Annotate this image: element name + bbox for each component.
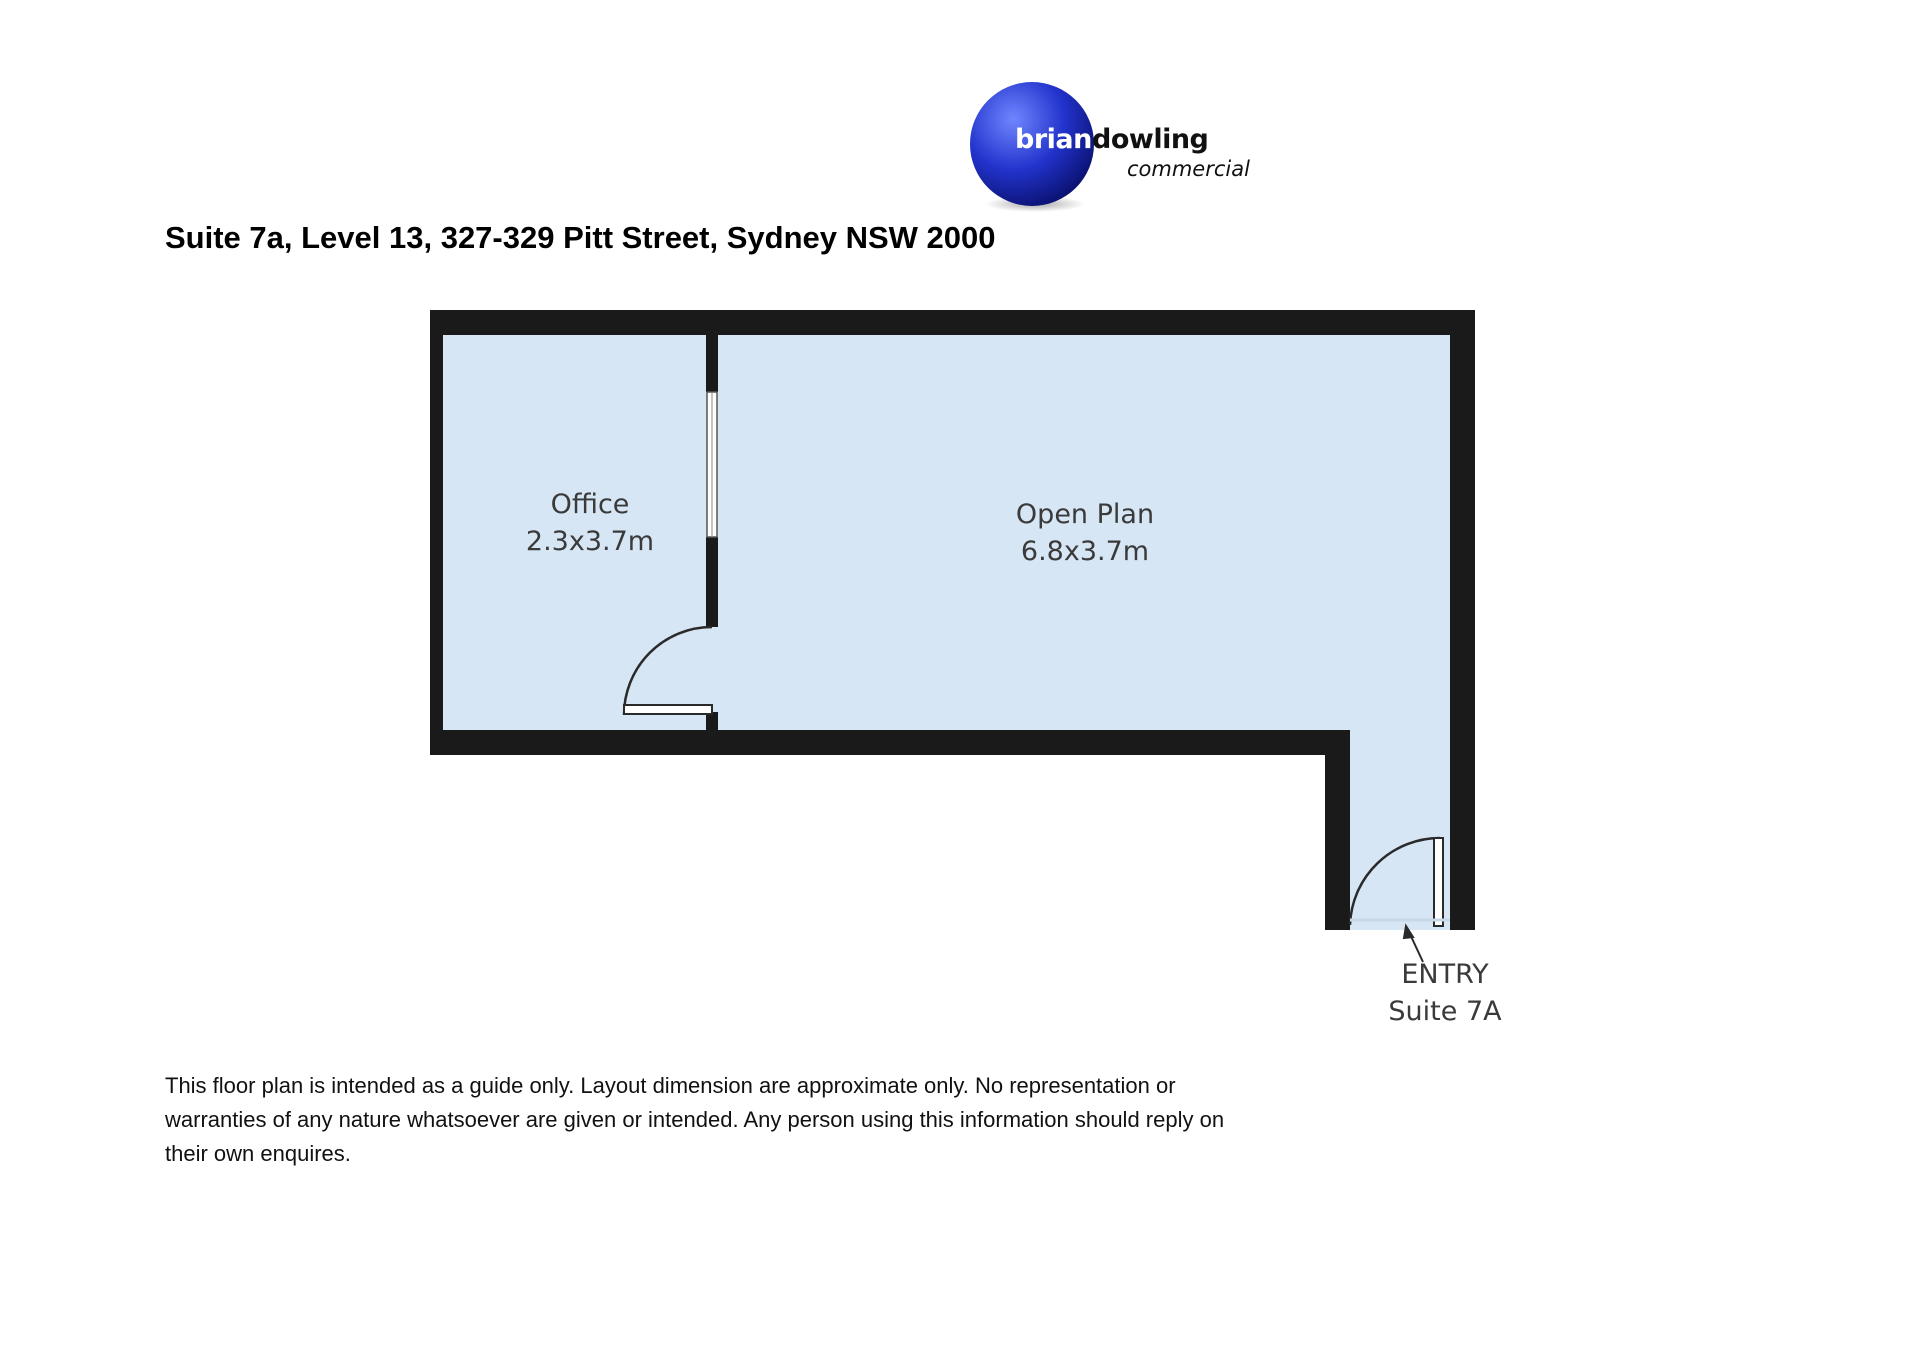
wall-bottom: [430, 730, 1350, 755]
room-dimensions: 6.8x3.7m: [1020, 536, 1150, 567]
logo-text-commercial: commercial: [1127, 157, 1250, 181]
room-label-office: [510, 486, 670, 560]
wall-top: [430, 310, 1475, 335]
property-address: Suite 7a, Level 13, 327-329 Pitt Street, Sydney NSW 2000: [165, 220, 996, 255]
wall-partition-upper: [706, 335, 718, 392]
room-name: Open Plan: [1015, 499, 1155, 530]
disclaimer-text: This floor plan is intended as a guide only. Layout dimension are approximate only. No representation or warranties of any nature whatsoever are given or intended. Any person using this information should reply on their own enquires.: [165, 1073, 1225, 1166]
room-name: Office: [550, 489, 630, 520]
logo-text-brian: brian: [1015, 124, 1092, 155]
entry-label-line2: Suite 7A: [1388, 996, 1502, 1027]
entry-label-line1: ENTRY: [1401, 959, 1489, 990]
entry-label: [1370, 956, 1520, 1030]
wall-left: [430, 310, 443, 755]
wall-corridor-left: [1325, 730, 1350, 930]
partition-window: [707, 392, 717, 537]
room-label-open-plan: [985, 496, 1185, 570]
logo-text-dowling: dowling: [1092, 124, 1209, 155]
wall-right: [1450, 310, 1475, 930]
wall-partition-lower: [706, 537, 718, 627]
room-dimensions: 2.3x3.7m: [525, 526, 655, 557]
floor-area: [442, 322, 1475, 930]
